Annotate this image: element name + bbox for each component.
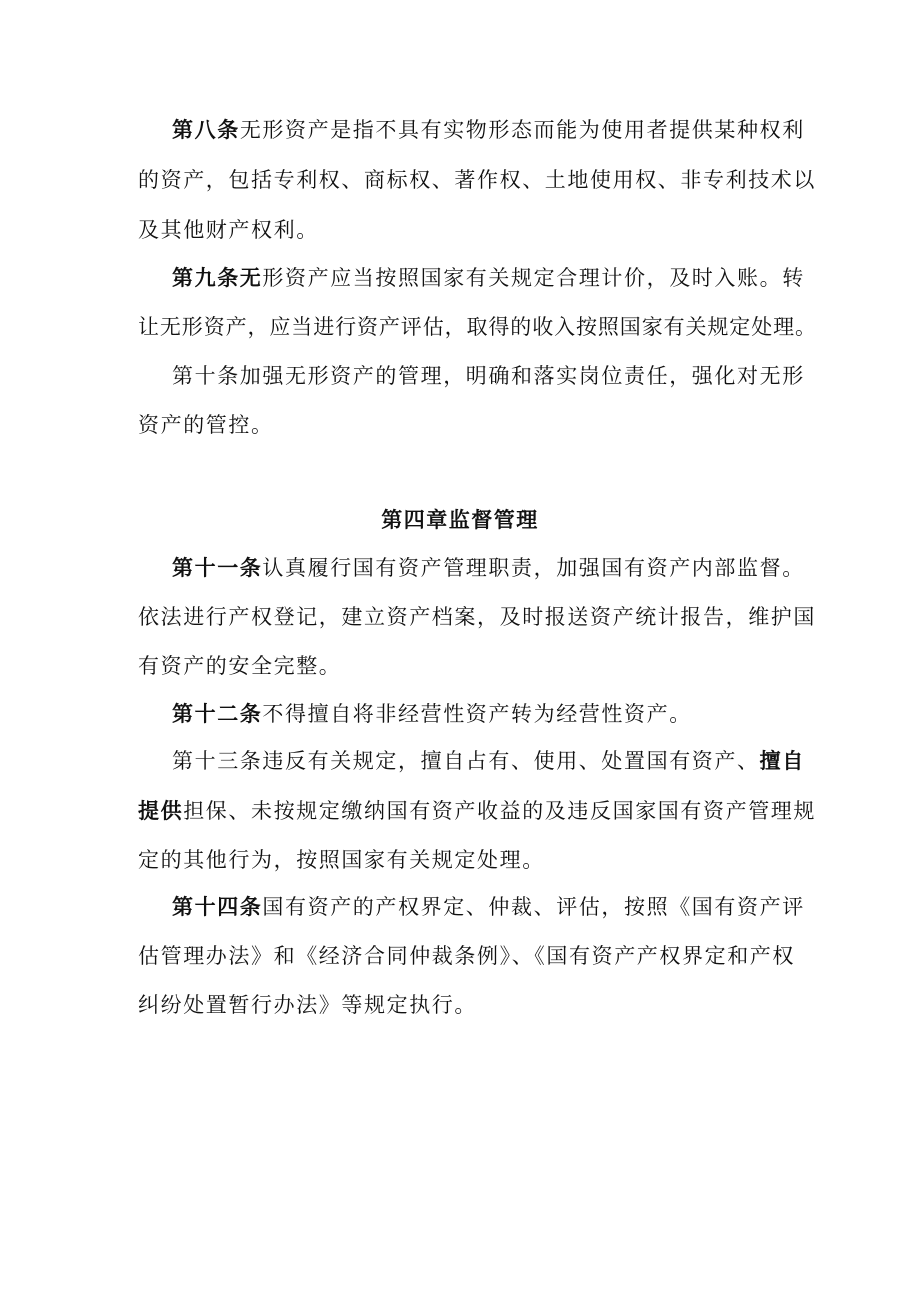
article-11-title: 第十一条 (172, 556, 263, 580)
article-13-line-1 (172, 747, 805, 775)
article-12-line-1 (172, 700, 692, 728)
article-8-line-3: 及其他财产权利。 (138, 218, 319, 242)
article-14-title: 第十四条 (172, 895, 263, 919)
article-10-line-2: 资产的管控。 (138, 413, 274, 437)
article-8-line-1 (172, 116, 805, 144)
article-12-text-1: 不得擅自将非经营性资产转为经营性资产。 (262, 702, 692, 726)
article-14-text-1: 国有资产的产权界定、仲裁、评估，按照《国有资产评 (262, 895, 805, 919)
article-8-line-2: 的资产，包括专利权、商标权、著作权、土地使用权、非专利技术以 (138, 168, 816, 192)
article-13-line-2 (138, 797, 816, 825)
article-9-line-1 (172, 264, 805, 292)
article-12-title: 第十二条 (172, 702, 263, 726)
article-11-line-3: 有资产的安全完整。 (138, 654, 342, 678)
article-13-bold-2: 提供 (138, 799, 184, 823)
article-13-text-2: 担保、未按规定缴纳国有资产收益的及违反国家国有资产管理规 (183, 799, 817, 823)
article-10-line-1: 第十条加强无形资产的管理，明确和落实岗位责任，强化对无形 (172, 364, 805, 388)
article-8-text-1: 无形资产是指不具有实物形态而能为使用者提供某种权利 (239, 118, 805, 142)
article-9-title: 第九条无 (172, 266, 263, 290)
article-9-text-1: 形资产应当按照国家有关规定合理计价，及时入账。转 (262, 266, 805, 290)
article-9-line-2: 让无形资产，应当进行资产评估，取得的收入按照国家有关规定处理。 (138, 315, 817, 339)
article-13-text-1: 第十三条违反有关规定，擅自占有、使用、处置国有资产、 (172, 749, 760, 773)
article-14-line-1 (172, 893, 805, 921)
article-13-bold-1: 擅自 (759, 749, 805, 773)
article-11-line-2: 依法进行产权登记，建立资产档案，及时报送资产统计报告，维护国 (138, 605, 816, 629)
article-8-title: 第八条 (172, 118, 240, 142)
article-13-line-3: 定的其他行为，按照国家有关规定处理。 (138, 848, 545, 872)
chapter-4-heading: 第四章监督管理 (381, 508, 539, 532)
article-14-line-2: 估管理办法》和《经济合同仲裁条例》、《国有资产产权界定和产权 (138, 944, 795, 968)
article-11-line-1 (172, 554, 805, 582)
article-11-text-1: 认真履行国有资产管理职责，加强国有资产内部监督。 (262, 556, 805, 580)
article-14-line-3: 纠纷处置暂行办法》等规定执行。 (138, 993, 477, 1017)
